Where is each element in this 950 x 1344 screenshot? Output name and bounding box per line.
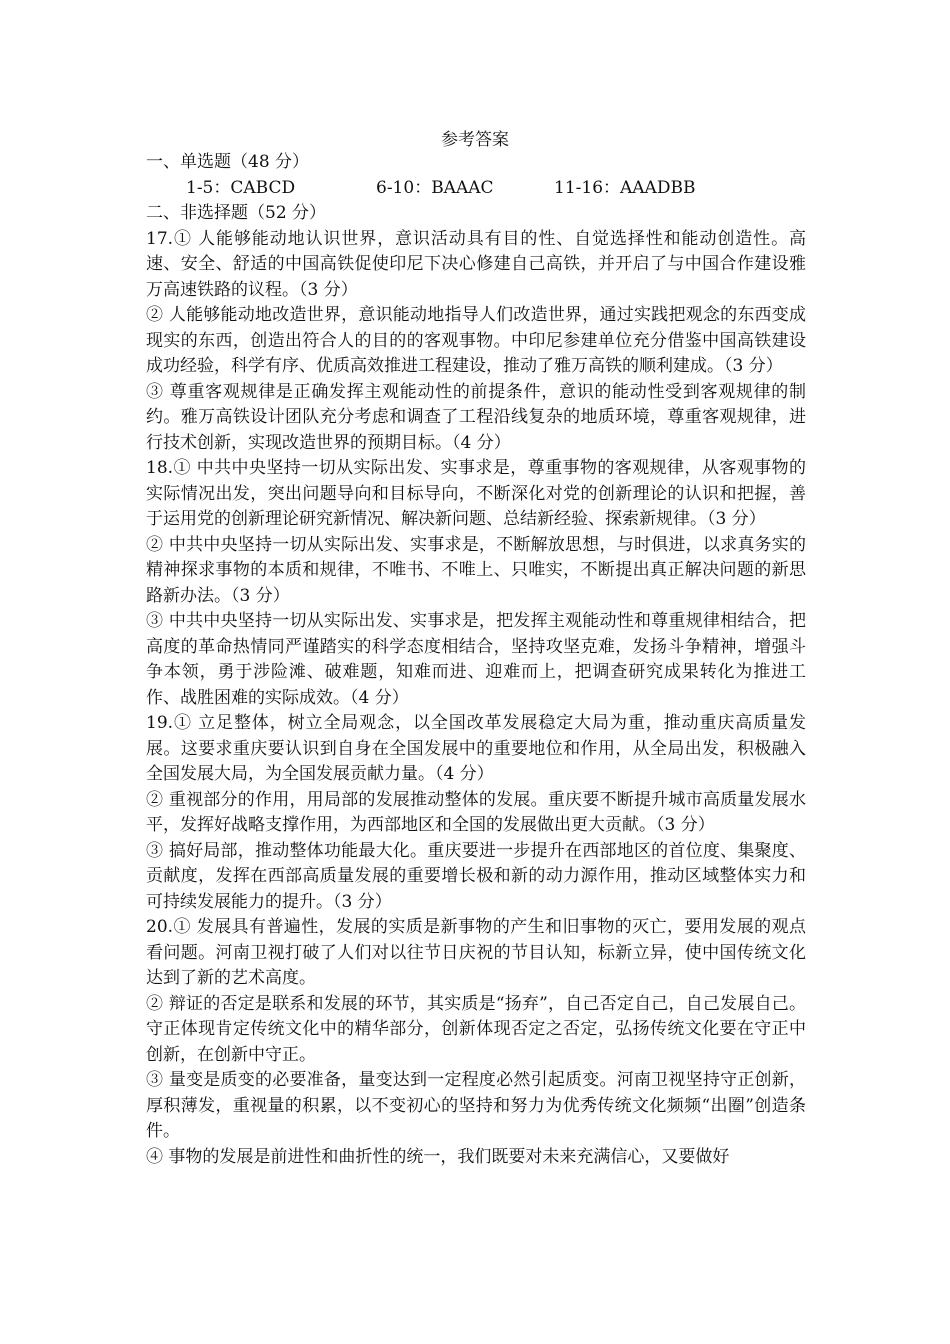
page-title: 参考答案 bbox=[441, 130, 509, 150]
section-2-heading: 二、非选择题（52 分） bbox=[146, 203, 327, 223]
q20-point-3: ③ 量变是质变的必要准备，量变达到一定程度必然引起质变。河南卫视坚持守正创新，厚积薄发，重视量的积累，以不变初心的坚持和努力为优秀传统文化频频“出圈”创造条件。 bbox=[146, 1070, 806, 1141]
answer-content bbox=[146, 150, 806, 1170]
q19-point-1: 19.① 立足整体，树立全局观念，以全国改革发展稳定大局为重，推动重庆高质量发展。这要求重庆要认识到自身在全国发展中的重要地位和作用，从全局出发，积极融入全国发展大局，为全国发展贡献力量。（4 分） bbox=[146, 713, 806, 784]
mc-answers bbox=[146, 176, 806, 202]
mc-answer-1-5: 1-5：CABCD bbox=[186, 177, 296, 198]
q18-point-2: ② 中共中央坚持一切从实际出发、实事求是，不断解放思想，与时俱进，以求真务实的精神探求事物的本质和规律，不唯书、不唯上、只唯实，不断提出真正解决问题的新思路新办法。（3 分） bbox=[146, 534, 806, 606]
q18-point-1: 18.① 中共中央坚持一切从实际出发、实事求是，尊重事物的客观规律，从客观事物的实际情况出发，突出问题导向和目标导向，不断深化对党的创新理论的认识和把握，善于运用党的创新理论研究新情况、解决新问题、总结新经验、探索新规律。（3 分） bbox=[146, 458, 806, 529]
q17-point-1: 17.① 人能够能动地认识世界，意识活动具有目的性、自觉选择性和能动创造性。高速、安全、舒适的中国高铁促使印尼下决心修建自己高铁，并开启了与中国合作建设雅万高速铁路的议程。（3 分） bbox=[146, 228, 806, 300]
q17-point-2: ② 人能够能动地改造世界，意识能动地指导人们改造世界，通过实践把观念的东西变成现实的东西，创造出符合人的目的的客观事物。中印尼参建单位充分借鉴中国高铁建设成功经验，科学有序、优质高效推进工程建设，推动了雅万高铁的顺利建成。（3 分） bbox=[146, 305, 806, 376]
q18-point-3: ③ 中共中央坚持一切从实际出发、实事求是，把发挥主观能动性和尊重规律相结合，把高度的革命热情同严谨踏实的科学态度相结合，坚持攻坚克难，发扬斗争精神，增强斗争本领，勇于涉险滩、破难题，知难而进、迎难而上，把调查研究成果转化为推进工作、战胜困难的实际成效。（4 分） bbox=[146, 611, 806, 708]
q19-point-3: ③ 搞好局部，推动整体功能最大化。重庆要进一步提升在西部地区的首位度、集聚度、贡献度，发挥在西部高质量发展的重要增长极和新的动力源作用，推动区域整体实力和可持续发展能力的提升。（3 分） bbox=[146, 840, 806, 912]
q20-point-2: ② 辩证的否定是联系和发展的环节，其实质是“扬弃”，自己否定自己，自己发展自己。守正体现肯定传统文化中的精华部分，创新体现否定之否定，弘扬传统文化要在守正中创新，在创新中守正。 bbox=[146, 993, 806, 1065]
q19-point-2: ② 重视部分的作用，用局部的发展推动整体的发展。重庆要不断提升城市高质量发展水平，发挥好战略支撑作用，为西部地区和全国的发展做出更大贡献。（3 分） bbox=[146, 789, 806, 835]
q20-point-1: 20.① 发展具有普遍性，发展的实质是新事物的产生和旧事物的灭亡，要用发展的观点看问题。河南卫视打破了人们对以往节日庆祝的节目认知，标新立异，使中国传统文化达到了新的艺术高度。 bbox=[146, 917, 806, 988]
mc-answer-11-16: 11-16：AAADBB bbox=[554, 177, 696, 198]
q17-point-3: ③ 尊重客观规律是正确发挥主观能动性的前提条件，意识的能动性受到客观规律的制约。雅万高铁设计团队充分考虑和调查了工程沿线复杂的地质环境，尊重客观规律，进行技术创新，实现改造世界的预期目标。（4 分） bbox=[146, 381, 806, 453]
section-1-heading: 一、单选题（48 分） bbox=[146, 152, 310, 172]
mc-answer-6-10: 6-10：BAAAC bbox=[376, 177, 494, 198]
q20-point-4: ④ 事物的发展是前进性和曲折性的统一，我们既要对未来充满信心，又要做好 bbox=[146, 1146, 730, 1167]
